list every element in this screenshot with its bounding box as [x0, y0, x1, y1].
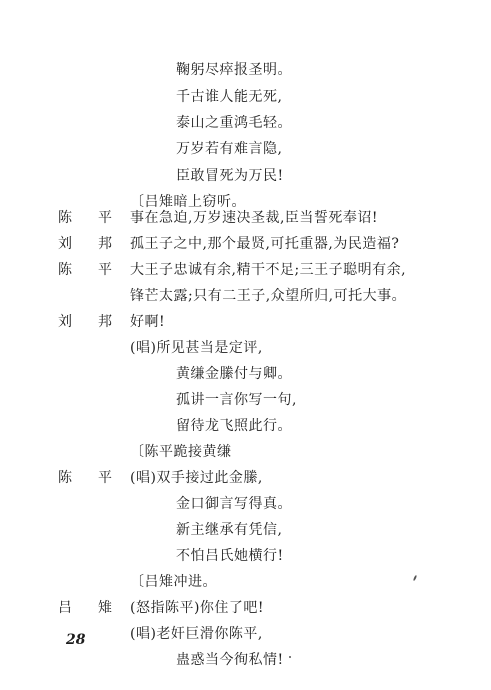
stage-direction: 〔吕雉冲进。 — [130, 574, 217, 590]
verse-line: 臣敢冒死为万民! — [176, 168, 284, 184]
book-page: 鞠躬尽瘁报圣明。 千古谁人能无死, 泰山之重鸿毛轻。 万岁若有难言隐, 臣敢冒死为万民! 〔吕雉暗上窃听。 陈 平 事在急迫,万岁速决圣裁,臣当誓死奉诏! 刘 邦 孤王子之中,那个最贤,可托重器,为民造福? 陈 平 大王子忠诚有余,精干不足;三王子聪明有余, 锋芒太露;只有二王子,众望所归,可托大事。 刘 邦 好啊! (唱)所见甚当是定评, 黄缣金縢付与卿。 孤讲一言你写一句, 留待龙飞照此行。 〔陈平跪接黄缣 陈 平 (唱)双手接过此金縢, 金口御言写得真。 新主继承有凭信, 不怕吕氏她横行! 〔吕雉冲进。 吕 雉 (怒指陈平)你住了吧! (唱)老奸巨滑你陈平, 蛊惑当今徇私情! 28 — [0, 0, 491, 690]
stage-direction: 〔吕雉暗上窃听。 — [130, 194, 246, 210]
verse-line: 孤讲一言你写一句, — [176, 392, 297, 408]
dialogue-line: (怒指陈平)你住了吧! — [130, 600, 265, 616]
verse-line: 不怕吕氏她横行! — [176, 548, 284, 564]
verse-line: 留待龙飞照此行。 — [176, 418, 292, 434]
verse-line: 金口御言写得真。 — [176, 496, 292, 512]
dialogue-line: 孤王子之中,那个最贤,可托重器,为民造福? — [130, 236, 400, 252]
verse-line: 千古谁人能无死, — [176, 89, 283, 105]
verse-line: 鞠躬尽瘁报圣明。 — [176, 62, 292, 78]
dialogue-line: 好啊! — [130, 314, 166, 330]
stage-direction: 〔陈平跪接黄缣 — [130, 444, 232, 460]
dialogue-line: 锋芒太露;只有二王子,众望所归,可托大事。 — [130, 288, 407, 304]
dialogue-line: 事在急迫,万岁速决圣裁,臣当誓死奉诏! — [130, 210, 379, 226]
page-number: 28 — [66, 632, 86, 648]
sung-line: (唱)双手接过此金縢, — [130, 470, 263, 486]
verse-line: 蛊惑当今徇私情! — [176, 652, 284, 668]
verse-line: 黄缣金縢付与卿。 — [176, 366, 292, 382]
sung-line: (唱)所见甚当是定评, — [130, 340, 263, 356]
verse-line: 泰山之重鸿毛轻。 — [176, 115, 292, 131]
sung-line: (唱)老奸巨滑你陈平, — [130, 626, 263, 642]
dialogue-line: 大王子忠诚有余,精干不足;三王子聪明有余, — [130, 262, 407, 278]
verse-line: 万岁若有难言隐, — [176, 141, 283, 157]
print-speck — [413, 575, 417, 581]
verse-line: 新主继承有凭信, — [176, 522, 283, 538]
print-speck — [289, 656, 291, 658]
